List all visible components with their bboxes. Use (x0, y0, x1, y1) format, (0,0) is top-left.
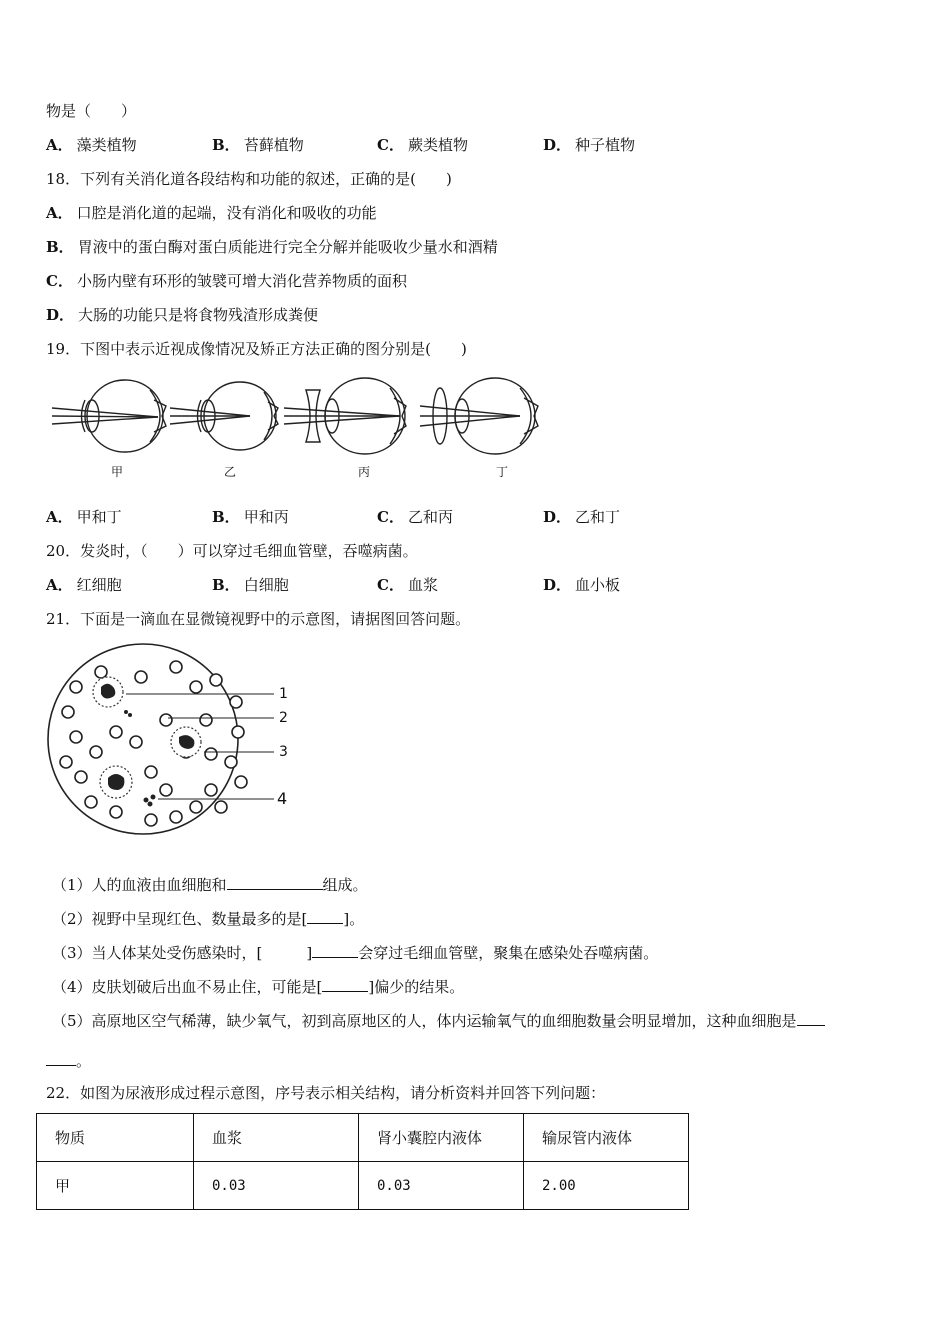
eye-diagram-jia (52, 380, 166, 452)
q20-option-d: D． 血小板 (543, 576, 621, 594)
table-header-cell: 输尿管内液体 (524, 1114, 689, 1162)
answer-blank[interactable] (797, 1011, 825, 1026)
q17-option-d: D． 种子植物 (543, 136, 636, 154)
q22-stem: 22．如图为尿液形成过程示意图，序号表示相关结构，请分析资料并回答下列问题： (46, 1084, 606, 1102)
blood-label-2: 2 (279, 710, 288, 726)
blood-label-1: 1 (279, 686, 288, 702)
q18-option-b: B． 胃液中的蛋白酶对蛋白质能进行完全分解并能吸收少量水和酒精 (46, 238, 498, 256)
table-row (37, 1162, 689, 1210)
q17-stem-tail: 物是（ ） (46, 102, 137, 120)
eye-label-yi: 乙 (224, 465, 237, 479)
red-blood-cells (60, 661, 247, 826)
q22-data-table (36, 1113, 689, 1210)
q19-option-d: D． 乙和丁 (543, 508, 621, 526)
q18-option-c: C． 小肠内壁有环形的皱襞可增大消化营养物质的面积 (46, 272, 407, 290)
q21-sub-5-cont: 。 (46, 1051, 91, 1071)
blood-smear-figure (46, 642, 306, 842)
eye-diagram-yi (170, 382, 278, 450)
q17-option-b: B． 苔藓植物 (212, 136, 304, 154)
eye-label-bing: 丙 (358, 465, 371, 479)
table-cell: 甲 (37, 1162, 194, 1210)
answer-blank[interactable] (307, 909, 343, 924)
blood-label-4: 4 (277, 789, 288, 808)
q20-option-b: B． 白细胞 (212, 576, 289, 594)
q21-sub-1: （1）人的血液由血细胞和 组成。 (52, 876, 368, 894)
q19-option-b: B． 甲和丙 (212, 508, 289, 526)
answer-blank[interactable] (322, 977, 368, 992)
eye-diagrams-figure (50, 370, 560, 480)
q21-sub-3: （3）当人体某处受伤感染时，[ ] 会穿过毛细血管壁，聚集在感染处吞噬病菌。 (52, 944, 659, 962)
q18-option-d: D． 大肠的功能只是将食物残渣形成粪便 (46, 306, 319, 324)
eye-diagram-ding (420, 378, 538, 454)
q18-option-a: A． 口腔是消化道的起端，没有消化和吸收的功能 (46, 204, 377, 222)
q21-sub-2: （2）视野中呈现红色、数量最多的是[ ]。 (52, 910, 365, 928)
q21-stem: 21．下面是一滴血在显微镜视野中的示意图，请据图回答问题。 (46, 610, 471, 628)
eye-diagram-bing (284, 378, 406, 454)
table-header-row (37, 1114, 689, 1162)
q19-option-a: A． 甲和丁 (46, 508, 122, 526)
answer-blank[interactable] (312, 943, 358, 958)
answer-blank[interactable] (227, 875, 323, 890)
table-cell: 0.03 (194, 1162, 359, 1210)
q20-option-a: A． 红细胞 (46, 576, 122, 594)
table-header-cell: 肾小囊腔内液体 (359, 1114, 524, 1162)
q21-sub-4: （4）皮肤划破后出血不易止住，可能是[ ]偏少的结果。 (52, 978, 465, 996)
eye-label-jia: 甲 (111, 465, 124, 479)
q20-stem: 20．发炎时，（ ）可以穿过毛细血管壁，吞噬病菌。 (46, 542, 418, 560)
q19-stem: 19．下图中表示近视成像情况及矫正方法正确的图分别是( ) (46, 340, 467, 358)
q18-stem: 18．下列有关消化道各段结构和功能的叙述，正确的是( ) (46, 170, 452, 188)
answer-blank[interactable] (46, 1051, 76, 1066)
platelets (124, 710, 156, 807)
q20-option-c: C． 血浆 (377, 576, 438, 594)
table-cell: 2.00 (524, 1162, 689, 1210)
table-cell: 0.03 (359, 1162, 524, 1210)
q17-option-a: A． 藻类植物 (46, 136, 137, 154)
table-header-cell: 物质 (37, 1114, 194, 1162)
blood-label-3: 3 (279, 744, 288, 760)
table-header-cell: 血浆 (194, 1114, 359, 1162)
q21-sub-5: （5）高原地区空气稀薄，缺少氧气，初到高原地区的人，体内运输氧气的血细胞数量会明显增加，这种血细胞是 (52, 1011, 825, 1031)
q17-option-c: C． 蕨类植物 (377, 136, 468, 154)
eye-label-ding: 丁 (496, 465, 509, 479)
q19-option-c: C． 乙和丙 (377, 508, 453, 526)
